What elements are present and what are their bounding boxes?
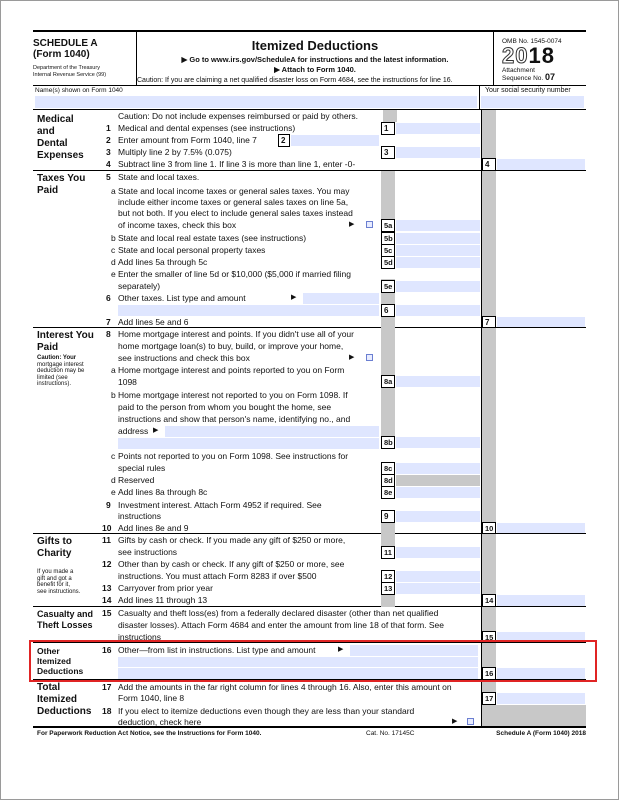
shade-box-col	[381, 534, 395, 546]
line-3-box: 3	[381, 146, 395, 159]
form-header	[33, 30, 586, 86]
line-17-field[interactable]	[497, 693, 585, 704]
total-title-1: Total	[37, 682, 61, 693]
header-caution: Caution: If you are claiming a net qualified disaster loss on Form 4684, see the instructions for line 16.	[137, 77, 453, 84]
line-5e-letter: e	[111, 269, 116, 279]
casualty-title	[37, 609, 93, 631]
line-8-text-2: home mortgage loan(s) to buy, build, or improve your home,	[118, 341, 344, 351]
shade-col	[482, 607, 496, 631]
line-5e-field[interactable]	[396, 281, 480, 292]
gifts-note-1: If you made a	[37, 569, 74, 575]
arrow-icon: ▶	[349, 354, 355, 361]
line-16-num: 16	[102, 645, 112, 655]
sequence-value: 07	[545, 72, 556, 82]
line-17-text-1: Add the amounts in the far right column for lines 4 through 16. Also, enter this amount on	[118, 682, 452, 692]
shade-caution	[383, 110, 397, 122]
medical-title	[37, 114, 84, 162]
ssn-label: Your social security number	[485, 87, 571, 94]
line-8c-text-1: Points not reported to you on Form 1098. See instructions for	[118, 451, 349, 461]
shade-box-col-2	[381, 388, 395, 436]
arrow-icon: ▶	[153, 427, 159, 434]
line-5b-letter: b	[111, 233, 116, 243]
taxes-title-1: Taxes You	[37, 173, 86, 184]
line-8c-text-2: special rules	[118, 463, 166, 473]
line-15-text-2: disaster losses). Attach Form 4684 and enter the amount from line 18 of that form. See	[118, 620, 445, 630]
name-field[interactable]	[35, 96, 477, 108]
omb-number: OMB No. 1545-0074	[502, 38, 562, 45]
line-5b-field[interactable]	[396, 233, 480, 244]
line-11-field[interactable]	[396, 547, 480, 558]
line-5c-box: 5c	[381, 244, 395, 257]
line-9-text-2: instructions	[118, 511, 161, 521]
header-middle	[137, 32, 493, 85]
line-6-type-field-2[interactable]	[118, 305, 379, 316]
other-title-2: Itemized	[37, 656, 72, 666]
line-8c-field[interactable]	[396, 463, 480, 474]
medical-caution: Caution: Do not include expenses reimbursed or paid by others.	[118, 111, 359, 121]
line-8b-field[interactable]	[396, 437, 480, 448]
medical-title-1: Medical	[37, 114, 74, 125]
shade-col	[482, 171, 496, 317]
line-4-text: Subtract line 3 from line 1. If line 3 is more than line 1, enter -0-	[118, 159, 356, 169]
line-3-text: Multiply line 2 by 7.5% (0.075)	[118, 147, 232, 157]
line-1-num: 1	[106, 123, 111, 133]
line-5d-letter: d	[111, 257, 116, 267]
line-3-field[interactable]	[396, 147, 480, 158]
line-15-text-1: Casualty and theft loss(es) from a federally declared disaster (other than net qualified	[118, 608, 439, 618]
line-11-box: 11	[381, 546, 395, 559]
header-right	[493, 32, 586, 85]
itemize-checkbox[interactable]	[467, 718, 474, 725]
line-7-box: 7	[482, 316, 496, 328]
gifts-title-1: Gifts to	[37, 536, 72, 547]
line-6-num: 6	[106, 293, 111, 303]
line-8a-letter: a	[111, 365, 116, 375]
tax-year-decade: 18	[528, 43, 555, 68]
gifts-title-2: Charity	[37, 548, 72, 559]
line-5d-text: Add lines 5a through 5c	[118, 257, 208, 267]
form-number: (Form 1040)	[33, 49, 90, 60]
line-8b-text-3: instructions and show that person's name, identifying no., and	[118, 414, 351, 424]
arrow-icon: ▶	[349, 221, 355, 228]
line-8-text-3: see instructions and check this box	[118, 353, 250, 363]
line-5a-letter: a	[111, 186, 116, 196]
dept-line-2: Internal Revenue Service (99)	[33, 72, 107, 78]
line-3-num: 3	[106, 147, 111, 157]
line-11-text-1: Gifts by cash or check. If you made any gift of $250 or more,	[118, 535, 346, 545]
section-interest	[33, 328, 586, 534]
line-4-num: 4	[106, 159, 111, 169]
gifts-title	[37, 536, 72, 560]
line-8d-text: Reserved	[118, 475, 155, 485]
tax-year	[502, 45, 586, 67]
interest-note-1: Caution: Your	[37, 355, 77, 361]
shade-box-col	[381, 171, 395, 219]
shade-box-col-3	[381, 522, 395, 534]
name-label: Name(s) shown on Form 1040	[35, 87, 123, 94]
casualty-title-1: Casualty and	[37, 609, 94, 619]
line-5a-text-2: include either income taxes or general sales taxes on line 5a,	[118, 197, 349, 207]
medical-title-2: and	[37, 126, 55, 137]
line-8c-box: 8c	[381, 462, 395, 475]
section-medical	[33, 110, 586, 171]
line-5c-letter: c	[111, 245, 116, 255]
line-13-box: 13	[381, 582, 395, 595]
line-4-field[interactable]	[497, 159, 585, 170]
interest-note-5: instructions).	[37, 381, 72, 387]
line-7-num: 7	[106, 317, 111, 327]
line-8d-letter: d	[111, 475, 116, 485]
line-5c-text: State and local personal property taxes	[118, 245, 266, 255]
name-row	[33, 86, 586, 110]
line-11-text-2: see instructions	[118, 547, 178, 557]
line-5a-text-4: of income taxes, check this box	[118, 220, 237, 230]
line-13-field[interactable]	[396, 583, 480, 594]
arrow-icon: ▶	[452, 718, 458, 725]
tax-year-century: 20	[502, 43, 529, 68]
line-12-num: 12	[102, 559, 112, 569]
line-10-num: 10	[102, 523, 112, 533]
line-12-box: 12	[381, 570, 395, 583]
line-8b-text-4: address	[118, 426, 149, 436]
section-taxes	[33, 171, 586, 328]
line-8e-text: Add lines 8a through 8c	[118, 487, 208, 497]
line-8e-box: 8e	[381, 486, 395, 499]
line-1-text: Medical and dental expenses (see instructions)	[118, 123, 296, 133]
attachment-label: Attachment	[502, 67, 535, 74]
line-14-box: 14	[482, 594, 496, 607]
mortgage-checkbox[interactable]	[366, 354, 373, 361]
line-2-text: Enter amount from Form 1040, line 7	[118, 135, 257, 145]
casualty-title-2: Theft Losses	[37, 620, 93, 630]
gifts-note-2: gift and got a	[37, 575, 72, 582]
line-12-text-2: instructions. You must attach Form 8283 if over $500	[118, 571, 317, 581]
gifts-note-3: benefit for it,	[37, 582, 71, 588]
medical-title-3: Dental	[37, 138, 68, 149]
total-title-3: Deductions	[37, 706, 92, 717]
line-8e-field[interactable]	[396, 487, 480, 498]
total-title-2: Itemized	[37, 694, 78, 705]
sequence-number	[502, 74, 586, 82]
goto-instructions: ▶ Go to www.irs.gov/ScheduleA for instructions and the latest information.	[181, 55, 449, 64]
line-8b-box: 8b	[381, 436, 395, 449]
line-9-num: 9	[106, 500, 111, 510]
line-15-num: 15	[102, 608, 112, 618]
line-5b-text: State and local real estate taxes (see instructions)	[118, 233, 307, 243]
line-6-field[interactable]	[396, 305, 480, 316]
line-8b-text-2: paid to the person from whom you bought the home, see	[118, 402, 332, 412]
line-5a-text-1: State and local income taxes or general sales taxes. You may	[118, 186, 350, 196]
line-8d-box: 8d	[381, 474, 395, 487]
medical-title-4: Expenses	[37, 150, 84, 161]
gifts-note	[37, 569, 80, 595]
line-15-box: 15	[482, 631, 496, 643]
sales-tax-checkbox[interactable]	[366, 221, 373, 228]
other-title-1: Other	[37, 646, 60, 656]
line-8a-box: 8a	[381, 375, 395, 388]
line-13-text: Carryover from prior year	[118, 583, 213, 593]
shade-box-col-2	[381, 595, 395, 607]
line-16-text: Other—from list in instructions. List type and amount	[118, 645, 316, 655]
line-5a-box: 5a	[381, 219, 395, 232]
other-title-3: Deductions	[37, 666, 84, 676]
shade-col	[482, 110, 496, 160]
dept-line-1: Department of the Treasury	[33, 65, 100, 71]
line-12-field[interactable]	[396, 571, 480, 582]
line-14-field[interactable]	[497, 595, 585, 606]
line-6-box: 6	[381, 304, 395, 317]
catalog-number: Cat. No. 17145C	[366, 730, 415, 737]
line-5d-field[interactable]	[396, 257, 480, 268]
line-5-num: 5	[106, 172, 111, 182]
line-8e-letter: e	[111, 487, 116, 497]
shade-box-col-3	[381, 317, 395, 328]
line-5e-box: 5e	[381, 280, 395, 293]
line-7-field[interactable]	[497, 317, 585, 327]
shade-line-18	[482, 705, 586, 726]
line-8b-text-1: Home mortgage interest not reported to you on Form 1098. If	[118, 390, 348, 400]
line-13-num: 13	[102, 583, 112, 593]
shade-col	[482, 328, 496, 522]
line-11-num: 11	[102, 535, 111, 545]
line-18-text-2: deduction, check here	[118, 717, 202, 727]
line-5-text: State and local taxes.	[118, 172, 200, 182]
line-5b-box: 5b	[381, 232, 395, 245]
arrow-icon: ▶	[338, 646, 344, 653]
line-4-box: 4	[482, 158, 496, 171]
line-8-num: 8	[106, 329, 111, 339]
line-2-num: 2	[106, 135, 111, 145]
line-17-num: 17	[102, 682, 112, 692]
total-title	[37, 682, 91, 718]
line-18-num: 18	[102, 706, 112, 716]
line-8a-text-1: Home mortgage interest and points reported to you on Form	[118, 365, 345, 375]
line-5e-text-1: Enter the smaller of line 5d or $10,000 ($5,000 if married filing	[118, 269, 351, 279]
line-9-field[interactable]	[396, 511, 480, 522]
line-14-text: Add lines 11 through 13	[118, 595, 208, 605]
schedule-name: SCHEDULE A	[33, 38, 98, 49]
line-2-field[interactable]	[291, 135, 379, 146]
line-2-box: 2	[278, 134, 290, 147]
interest-title-1: Interest You	[37, 330, 94, 341]
interest-note-2: mortgage interest	[37, 361, 84, 368]
line-5e-text-2: separately)	[118, 281, 161, 291]
line-9-text-1: Investment interest. Attach Form 4952 if required. See	[118, 500, 322, 510]
section-casualty	[33, 607, 586, 643]
line-10-text: Add lines 8e and 9	[118, 523, 189, 533]
line-10-field[interactable]	[497, 523, 585, 533]
taxes-title	[37, 173, 85, 197]
line-1-box: 1	[381, 122, 395, 135]
line-17-box: 17	[482, 692, 496, 705]
line-6-type-field[interactable]	[303, 293, 379, 304]
line-15-text-3: instructions	[118, 632, 161, 642]
highlight-box	[29, 640, 597, 682]
interest-note-4: limited (see	[37, 374, 68, 381]
line-8a-field[interactable]	[396, 376, 480, 387]
line-16-box: 16	[482, 667, 496, 680]
interest-title	[37, 330, 94, 354]
line-8b-address-field-2[interactable]	[118, 438, 379, 449]
line-8d-reserved	[396, 475, 480, 486]
line-8b-letter: b	[111, 390, 116, 400]
section-total	[33, 680, 586, 728]
interest-title-2: Paid	[37, 342, 59, 353]
line-8b-address-field[interactable]	[165, 426, 379, 437]
gifts-note-4: see instructions.	[37, 588, 81, 595]
taxes-title-2: Paid	[37, 185, 59, 196]
attach-instruction: ▶ Attach to Form 1040.	[274, 65, 356, 74]
name-divider	[479, 86, 480, 110]
line-6-text: Other taxes. List type and amount	[118, 293, 246, 303]
line-5a-text-3: but not both. If you elect to include general sales taxes instead	[118, 208, 353, 218]
line-7-text: Add lines 5e and 6	[118, 317, 189, 327]
line-5c-field[interactable]	[396, 245, 480, 256]
interest-note	[37, 355, 84, 388]
paperwork-notice: For Paperwork Reduction Act Notice, see the Instructions for Form 1040.	[37, 730, 262, 737]
line-1-field[interactable]	[396, 123, 480, 134]
line-18-text-1: If you elect to itemize deductions even though they are less than your standard	[118, 706, 415, 716]
line-14-num: 14	[102, 595, 112, 605]
line-17-text-2: Form 1040, line 8	[118, 693, 185, 703]
line-10-box: 10	[482, 522, 496, 534]
line-8a-text-2: 1098	[118, 377, 137, 387]
shade-col	[482, 534, 496, 595]
form-footer-id: Schedule A (Form 1040) 2018	[496, 730, 586, 737]
form-title: Itemized Deductions	[251, 38, 379, 53]
section-gifts	[33, 534, 586, 607]
line-12-text-1: Other than by cash or check. If any gift of $250 or more, see	[118, 559, 345, 569]
interest-note-3: deduction may be	[37, 368, 85, 374]
arrow-icon: ▶	[291, 294, 297, 301]
line-5a-field[interactable]	[396, 220, 480, 231]
line-8-text-1: Home mortgage interest and points. If you didn't use all of your	[118, 329, 354, 339]
ssn-field[interactable]	[481, 96, 584, 108]
line-9-box: 9	[381, 510, 395, 523]
header-left	[33, 32, 137, 85]
shade-box-col	[381, 328, 395, 375]
sequence-label: Sequence No.	[502, 75, 544, 82]
line-5d-box: 5d	[381, 256, 395, 269]
line-8c-letter: c	[111, 451, 116, 461]
